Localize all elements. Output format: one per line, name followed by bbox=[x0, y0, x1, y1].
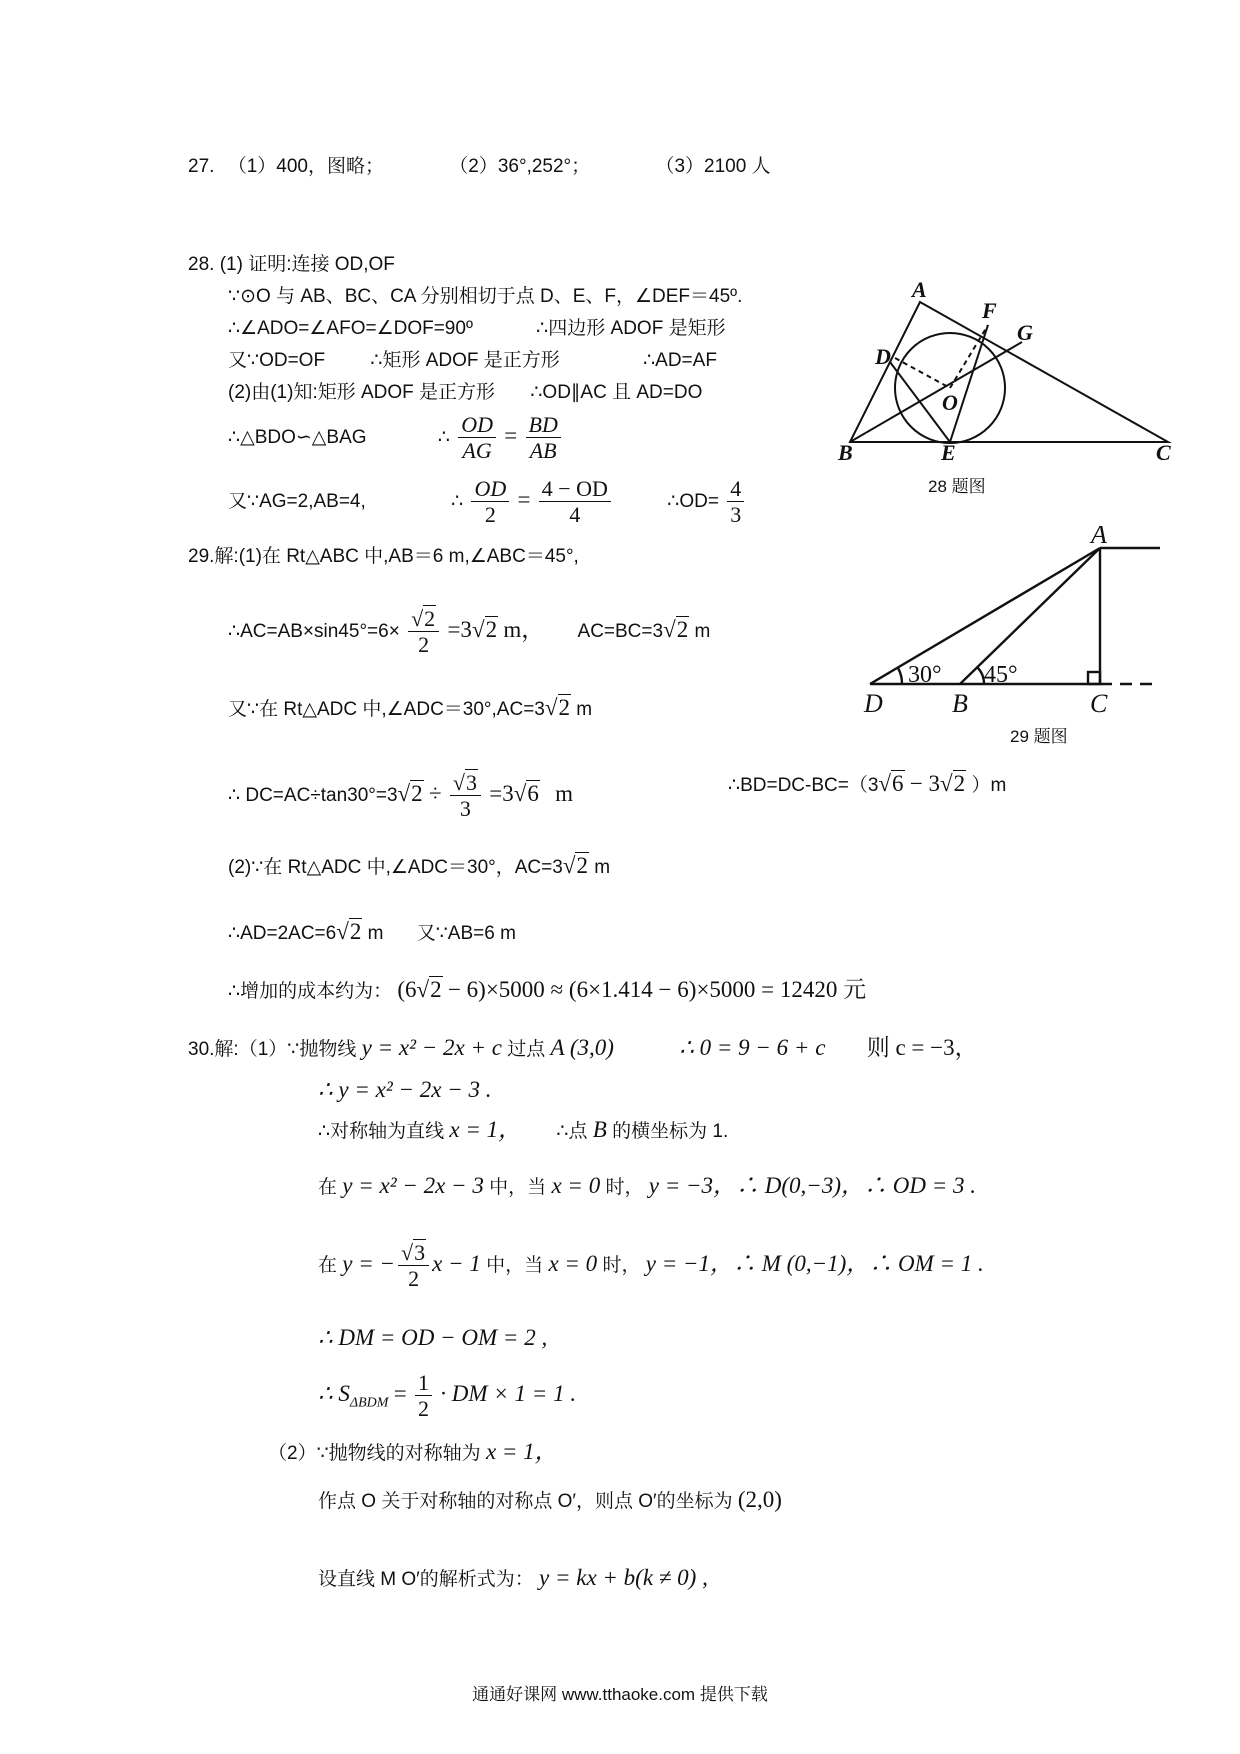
q30-subscript: ΔBDM bbox=[349, 1395, 389, 1411]
q28-fraction-od-ag bbox=[458, 412, 496, 464]
denominator: 3 bbox=[459, 796, 471, 822]
label-a: A bbox=[1091, 526, 1107, 549]
q29-line-2b: m bbox=[576, 699, 593, 720]
q28-line-1: ∵⊙O 与 AB、BC、CA 分别相切于点 D、E、F，∠DEF＝45º. bbox=[228, 286, 743, 307]
label-b: B bbox=[952, 689, 968, 716]
figure-29-caption: 29 题图 bbox=[1010, 727, 1068, 746]
right-angle-marker bbox=[1088, 672, 1100, 684]
q30-line-2d: B bbox=[592, 1117, 607, 1142]
q30-line-2 bbox=[318, 1116, 728, 1144]
line-ab bbox=[960, 548, 1100, 684]
q29-line-3c: =3 bbox=[489, 780, 514, 806]
q30-line-4b: y = − bbox=[342, 1250, 396, 1276]
label-c: C bbox=[1156, 440, 1171, 460]
q28-line-4a: (2)由(1)知:矩形 ADOF 是正方形 bbox=[228, 382, 496, 403]
q29-line-3f: − 3 bbox=[909, 771, 941, 796]
q29-line-3b: ÷ bbox=[428, 780, 442, 806]
q29-line-4a: (2)∵在 Rt△ADC 中,∠ADC＝30°，AC=3 bbox=[228, 857, 563, 878]
q30-line-3f: y = −3，∴ D(0,−3)，∴ OD = 3 . bbox=[648, 1173, 976, 1198]
q30-fraction-root3-over-2 bbox=[398, 1240, 429, 1292]
q30-line-7a: （2）∵抛物线的对称轴为 bbox=[268, 1443, 481, 1464]
q30-line-2a: ∴对称轴为直线 bbox=[318, 1121, 445, 1142]
q30-line-1: ∴ y = x² − 2x − 3 . bbox=[318, 1077, 492, 1102]
q28-line-6b: ∴ bbox=[451, 490, 464, 512]
label-a: A bbox=[912, 280, 927, 302]
label-45-degrees: 45° bbox=[984, 662, 1018, 688]
q30-line-4d: 中，当 bbox=[486, 1254, 544, 1276]
q30-line-3b: y = x² − 2x − 3 bbox=[342, 1173, 484, 1198]
q30-line-6a: ∴ $S_{\Delta BDM}$ bbox=[318, 1380, 389, 1411]
q28-line-6 bbox=[228, 476, 747, 528]
q30-line-3 bbox=[318, 1172, 976, 1200]
q30-line-9 bbox=[318, 1564, 708, 1592]
denominator: 2 bbox=[408, 1266, 420, 1292]
q29-line-1b: =3 bbox=[447, 616, 472, 642]
label-c: C bbox=[1090, 689, 1108, 716]
q29-line-6a: ∴增加的成本约为： bbox=[228, 981, 393, 1002]
q30-line-2b: x = 1， bbox=[449, 1117, 522, 1142]
numerator: 4 bbox=[727, 476, 744, 502]
equals-sign: = bbox=[517, 486, 531, 512]
q30-line-2e: 的横坐标为 1. bbox=[612, 1121, 729, 1142]
q30-line-4f: 时， bbox=[602, 1254, 641, 1276]
q30-line-3e: 时， bbox=[605, 1177, 644, 1198]
q30-fraction-1-2 bbox=[415, 1370, 432, 1422]
q29-line-1d: AC=BC=3 bbox=[577, 620, 664, 642]
label-d: D bbox=[875, 344, 891, 369]
q30-line-5: ∴ DM = OD − OM = 2 , bbox=[318, 1325, 548, 1350]
sqrt-6: √6 bbox=[513, 780, 539, 806]
q29-line-5a: ∴AD=2AC=6 bbox=[228, 923, 337, 944]
q27-part3: （3）2100 人 bbox=[655, 156, 771, 177]
figure-29 bbox=[860, 526, 1180, 716]
label-o: O bbox=[942, 390, 958, 415]
denominator: AG bbox=[462, 438, 492, 464]
q30-c-value: 则 c = −3， bbox=[866, 1035, 978, 1060]
q29-line-1 bbox=[228, 606, 710, 658]
numerator: 1 bbox=[415, 1370, 432, 1396]
q29-line-6c: − 6)×5000 ≈ (6×1.414 − 6)×5000 = 12420 元 bbox=[447, 977, 867, 1002]
label-30-degrees: 30° bbox=[908, 662, 942, 688]
sqrt-2: √2 bbox=[663, 616, 689, 642]
q28-line-2a: ∴∠ADO=∠AFO=∠DOF=90º bbox=[228, 318, 473, 339]
q29-heading: 29.解:(1)在 Rt△ABC 中,AB＝6 m,∠ABC＝45°, bbox=[188, 546, 579, 567]
q28-fraction-od-2 bbox=[471, 476, 509, 528]
sqrt-6: √6 bbox=[878, 771, 904, 796]
q30-line-4g: y = −1，∴ M (0,−1)，∴ OM = 1 . bbox=[645, 1250, 984, 1276]
q30-passes-through: 过点 bbox=[507, 1039, 546, 1060]
q29-line-3a: ∴ DC=AC÷tan30°=3 bbox=[228, 784, 398, 806]
q30-line-6b: = bbox=[393, 1380, 407, 1406]
q30-line-4e: x = 0 bbox=[548, 1250, 598, 1276]
q28-line-4 bbox=[228, 382, 702, 405]
q29-line-6b: (6 bbox=[397, 977, 417, 1002]
label-b: B bbox=[838, 440, 853, 460]
q27-part1: （1）400，图略； bbox=[227, 156, 384, 177]
numerator: √2 bbox=[408, 606, 439, 632]
q29-line-1e: m bbox=[694, 620, 711, 642]
q29-line-3e: ∴BD=DC-BC=（3 bbox=[728, 775, 879, 796]
figure-28 bbox=[820, 280, 1180, 460]
numerator: √3 bbox=[398, 1240, 429, 1266]
q29-line-3d: m bbox=[555, 780, 573, 806]
q30-line-4c: x − 1 bbox=[432, 1250, 481, 1276]
q30-line-7 bbox=[268, 1438, 558, 1466]
q30-line-4 bbox=[318, 1240, 984, 1292]
figure-28-caption: 28 题图 bbox=[928, 477, 986, 496]
q29-line-1a: ∴AC=AB×sin45°=6× bbox=[228, 620, 400, 642]
q29-line-2a: 又∵在 Rt△ADC 中,∠ADC＝30°,AC=3 bbox=[228, 699, 545, 720]
denominator: 3 bbox=[730, 502, 742, 528]
q29-line-2 bbox=[228, 694, 592, 722]
denominator: 2 bbox=[418, 632, 430, 658]
line-of-dashed bbox=[950, 325, 988, 388]
page-footer: 通通好课网 www.tthaoke.com 提供下载 bbox=[472, 1685, 768, 1704]
q28-line-6a: 又∵AG=2,AB=4, bbox=[228, 490, 366, 512]
q29-fraction-root3-over-3 bbox=[450, 770, 481, 822]
q28-line-5b: ∴ bbox=[437, 426, 450, 448]
q29-line-3 bbox=[228, 770, 573, 822]
equals-sign: = bbox=[504, 422, 518, 448]
q30-line-3a: 在 bbox=[318, 1177, 338, 1198]
sqrt-2: √2 bbox=[336, 919, 362, 944]
label-f: F bbox=[982, 298, 997, 323]
q29-line-1c: m， bbox=[503, 616, 545, 642]
sqrt-2: √2 bbox=[397, 780, 423, 806]
q30-line-6 bbox=[318, 1370, 576, 1422]
q30-line-8b: (2,0) bbox=[737, 1487, 782, 1512]
line-od-dashed bbox=[895, 358, 950, 388]
numerator: OD bbox=[471, 476, 509, 502]
denominator: 4 bbox=[569, 502, 581, 528]
sqrt-2: √2 bbox=[416, 977, 442, 1002]
q28-line-3b: ∴矩形 ADOF 是正方形 bbox=[370, 350, 560, 371]
q29-line-3g: ）m bbox=[971, 775, 1007, 796]
q29-line-3-right bbox=[728, 770, 1006, 798]
q29-line-4 bbox=[228, 852, 610, 880]
q30-line-8a: 作点 O 关于对称轴的对称点 O′，则点 O′的坐标为 bbox=[318, 1491, 733, 1512]
line-de bbox=[890, 362, 950, 442]
q29-fraction-root2-over-2 bbox=[408, 606, 439, 658]
q28-line-4b: ∴OD∥AC 且 AD=DO bbox=[530, 382, 703, 403]
q30-heading: 30.解:（1）∵抛物线 bbox=[188, 1039, 357, 1060]
q28-fraction-bd-ab bbox=[526, 412, 561, 464]
line-ef bbox=[950, 325, 988, 442]
q28-fraction-4-3 bbox=[727, 476, 744, 528]
denominator: 2 bbox=[417, 1396, 429, 1422]
q29-line-4b: m bbox=[594, 857, 611, 878]
q28-line-3c: ∴AD=AF bbox=[643, 350, 717, 371]
denominator: AB bbox=[529, 438, 557, 464]
q30-point-a: A (3,0) bbox=[550, 1035, 614, 1060]
q28-line-5 bbox=[228, 412, 564, 464]
numerator: 4 − OD bbox=[539, 476, 611, 502]
angle-45-arc bbox=[977, 667, 984, 684]
q30-line-2c: ∴点 bbox=[556, 1121, 588, 1142]
q30-heading-line bbox=[188, 1034, 978, 1062]
q30-line-9b: y = kx + b(k ≠ 0) , bbox=[539, 1565, 708, 1590]
label-g: G bbox=[1017, 320, 1033, 345]
q27-number: 27. bbox=[188, 156, 215, 177]
label-e: E bbox=[941, 440, 956, 460]
label-d: D bbox=[864, 689, 883, 716]
q30-line-9a: 设直线 M O′的解析式为： bbox=[318, 1569, 534, 1590]
sqrt-2: √2 bbox=[471, 616, 498, 642]
q28-heading: 28. (1) 证明:连接 OD,OF bbox=[188, 254, 395, 275]
q28-fraction-4-od bbox=[539, 476, 611, 528]
sqrt-2: √2 bbox=[562, 853, 588, 878]
angle-30-arc bbox=[898, 668, 902, 684]
q28-line-5a: ∴△BDO∽△BAG bbox=[228, 426, 367, 448]
q30-line-3c: 中，当 bbox=[489, 1177, 547, 1198]
q30-substitution: ∴ 0 = 9 − 6 + c bbox=[679, 1035, 826, 1060]
q28-line-2 bbox=[228, 318, 726, 341]
sqrt-2: √2 bbox=[544, 695, 570, 720]
q28-line-3a: 又∵OD=OF bbox=[228, 350, 326, 371]
numerator: BD bbox=[526, 412, 561, 438]
q27-part2: （2）36°,252°； bbox=[449, 156, 591, 177]
q29-line-5 bbox=[228, 918, 516, 946]
q27-line bbox=[188, 156, 771, 179]
q30-line-6c: · DM × 1 = 1 . bbox=[440, 1380, 577, 1406]
q30-line-3d: x = 0 bbox=[551, 1173, 601, 1198]
q30-line-7b: x = 1， bbox=[485, 1439, 558, 1464]
q30-line-4a: 在 bbox=[318, 1254, 338, 1276]
q29-line-5b: m bbox=[367, 923, 384, 944]
q28-line-6c: ∴OD= bbox=[667, 490, 719, 512]
q28-line-3 bbox=[228, 350, 717, 373]
numerator: OD bbox=[458, 412, 496, 438]
numerator: √3 bbox=[450, 770, 481, 796]
q29-line-6 bbox=[228, 976, 866, 1004]
q28-line-2b: ∴四边形 ADOF 是矩形 bbox=[536, 318, 726, 339]
figure-29-diagram bbox=[860, 526, 1180, 716]
q29-line-5c: 又∵AB=6 m bbox=[416, 923, 516, 944]
denominator: 2 bbox=[484, 502, 496, 528]
q30-parabola: y = x² − 2x + c bbox=[361, 1035, 502, 1060]
figure-28-diagram bbox=[820, 280, 1180, 460]
sqrt-2: √2 bbox=[940, 771, 966, 796]
q30-line-8 bbox=[318, 1486, 782, 1514]
